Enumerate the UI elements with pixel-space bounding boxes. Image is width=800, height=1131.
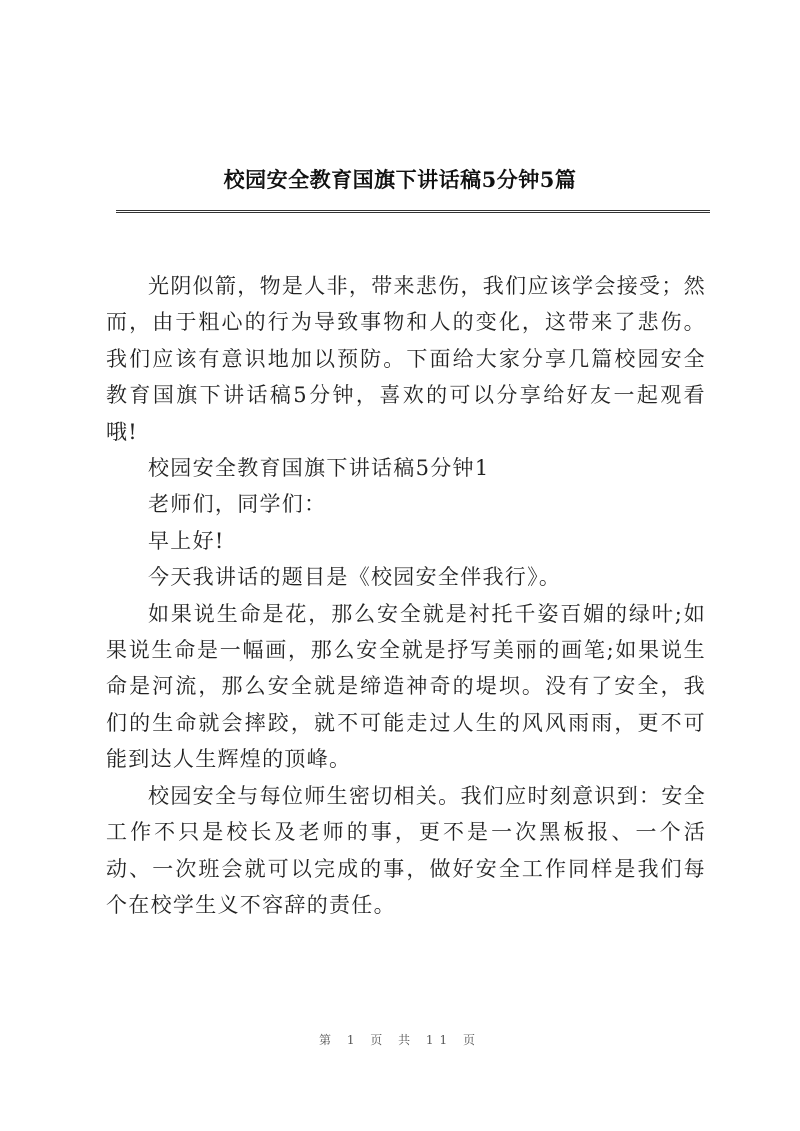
page-number-footer: 第 1 页 共 11 页 xyxy=(319,1033,481,1047)
document-title: 校园安全教育国旗下讲话稿5分钟5篇 xyxy=(223,167,577,192)
salutation: 老师们，同学们： xyxy=(148,492,327,517)
body-paragraph: 如果说生命是花，那么安全就是衬托千姿百媚的绿叶;如果说生命是一幅画，那么安全就是抒写美丽的画笔;如果说生命是河流，那么安全就是缔造神奇的堤坝。没有了安全，我们的生命就会摔跤，就不可能走过人生的风风雨雨，更不可能到达人生辉煌的顶峰。 xyxy=(106,601,706,772)
document-body xyxy=(106,268,706,923)
greeting: 早上好! xyxy=(148,528,225,553)
section-heading: 校园安全教育国旗下讲话稿5分钟1 xyxy=(148,456,490,481)
title-divider xyxy=(116,210,710,213)
speech-topic: 今天我讲话的题目是《校园安全伴我行》。 xyxy=(148,565,562,590)
intro-paragraph: 光阴似箭，物是人非，带来悲伤，我们应该学会接受；然而，由于粗心的行为导致事物和人的变化，这带来了悲伤。我们应该有意识地加以预防。下面给大家分享几篇校园安全教育国旗下讲话稿5分钟，喜欢的可以分享给好友一起观看哦! xyxy=(106,274,706,444)
body-paragraph: 校园安全与每位师生密切相关。我们应时刻意识到：安全工作不只是校长及老师的事，更不是一次黑板报、一个活动、一次班会就可以完成的事，做好安全工作同样是我们每个在校学生义不容辞的责任。 xyxy=(106,783,706,917)
